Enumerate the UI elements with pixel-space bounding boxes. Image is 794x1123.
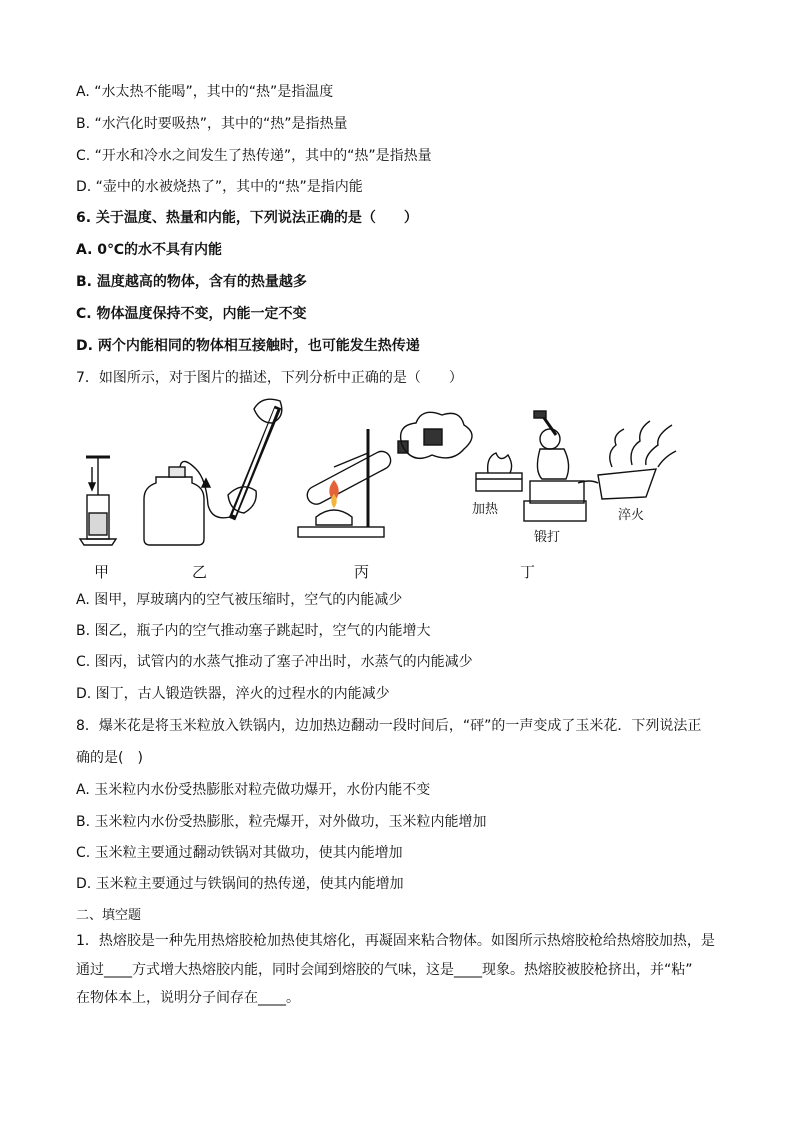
q6-option-c: C. 物体温度保持不变，内能一定不变 [76, 306, 307, 322]
q7-option-c: C. 图丙，试管内的水蒸气推动了塞子冲出时，水蒸气的内能减少 [76, 654, 473, 670]
q8-option-a: A. 玉米粒内水份受热膨胀对粒壳做功爆开，水份内能不变 [76, 782, 431, 798]
q5-option-c: C. “开水和冷水之间发生了热传递”，其中的“热”是指热量 [76, 148, 432, 164]
fig-yi-bottle-pump [144, 399, 282, 545]
fill-q1-line1: 1．热熔胶是一种先用热熔胶枪加热使其熔化，再凝固来粘合物体。如图所示热熔胶枪给热熔胶加热，是 [76, 933, 715, 949]
q7-option-b: B. 图乙，瓶子内的空气推动塞子跳起时，空气的内能增大 [76, 623, 431, 639]
q6-option-a: A. 0℃的水不具有内能 [76, 242, 222, 258]
fig-ding-blacksmith [476, 411, 676, 521]
q7-option-a: A. 图甲，厚玻璃内的空气被压缩时，空气的内能减少 [76, 592, 403, 608]
q6-option-d: D. 两个内能相同的物体相互接触时，也可能发生热传递 [76, 338, 420, 354]
fig-label-jia: 甲 [94, 563, 110, 581]
q8-stem-line2: 确的是( ) [76, 750, 143, 766]
fig-ding-forge-label: 锻打 [534, 530, 561, 545]
fig-bing-test-tube [298, 412, 472, 537]
fig-label-ding: 丁 [520, 563, 536, 581]
q8-stem-line1: 8．爆米花是将玉米粒放入铁锅内，边加热边翻动一段时间后，“砰”的一声变成了玉米花．下列说法正 [76, 718, 702, 734]
fill-q1-line2: 通过____方式增大热熔胶内能，同时会闻到熔胶的气味，这是____现象。热熔胶被胶枪挤出，并“粘” [76, 962, 693, 978]
q7-option-d: D. 图丁，古人锻造铁器，淬火的过程水的内能减少 [76, 686, 390, 702]
fig-jia-piston-apparatus [80, 457, 116, 545]
q7-figure-drawing [72, 395, 722, 585]
q8-option-c: C. 玉米粒主要通过翻动铁锅对其做功，使其内能增加 [76, 845, 403, 861]
q5-option-d: D. “壶中的水被烧热了”，其中的“热”是指内能 [76, 179, 363, 195]
q8-option-b: B. 玉米粒内水份受热膨胀，粒壳爆开，对外做功，玉米粒内能增加 [76, 814, 487, 830]
q6-stem: 6. 关于温度、热量和内能，下列说法正确的是（ ） [76, 210, 418, 226]
q5-option-a: A. “水太热不能喝”，其中的“热”是指温度 [76, 84, 334, 100]
fig-ding-quench-label: 淬火 [618, 508, 645, 523]
q7-figure [72, 395, 722, 585]
q6-option-b: B. 温度越高的物体，含有的热量越多 [76, 274, 307, 290]
fig-label-yi: 乙 [192, 563, 208, 581]
section-title: 二、填空题 [76, 908, 142, 923]
fill-q1-line3: 在物体本上，说明分子间存在____。 [76, 990, 300, 1006]
q5-option-b: B. “水汽化时要吸热”，其中的“热”是指热量 [76, 116, 348, 132]
q7-stem: 7．如图所示，对于图片的描述，下列分析中正确的是（ ） [76, 370, 463, 386]
q8-option-d: D. 玉米粒主要通过与铁锅间的热传递，使其内能增加 [76, 876, 404, 892]
fig-label-bing: 丙 [354, 563, 370, 581]
fig-ding-heat-label: 加热 [472, 502, 499, 517]
